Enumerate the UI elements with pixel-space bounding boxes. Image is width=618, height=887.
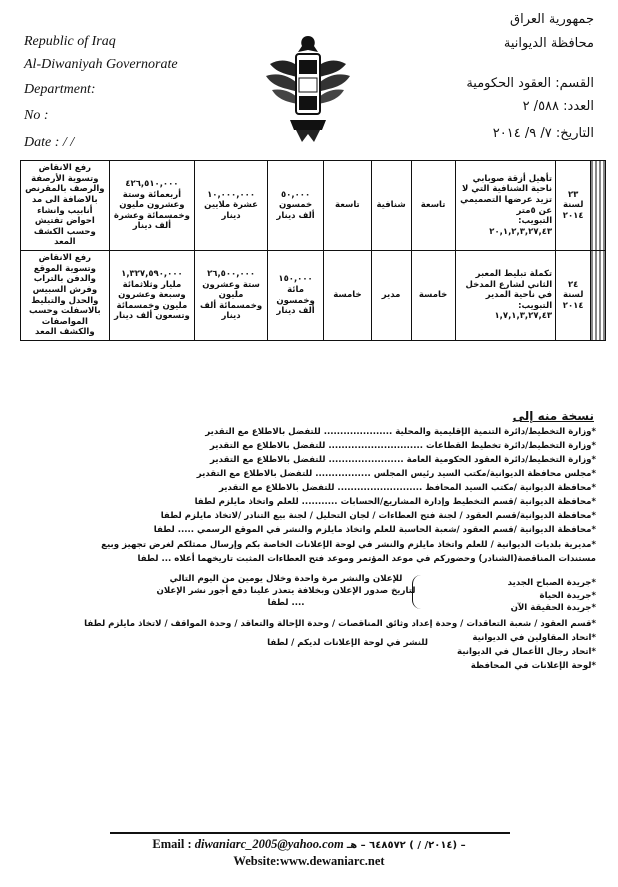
tabwib-code: ٢٠,١,٢,٣,٢٧,٤٣ <box>489 226 553 237</box>
email-label: Email : <box>152 837 192 851</box>
copy-line: *وزارة التخطيط/دائرة التنمية الإقليمية والمحلية ..................... للتفضل بالاطلاع مع التقدير <box>205 427 596 437</box>
copy-line: مستندات المناقصة(الشنادر) وحضوركم في موعد المؤتمر وموعد فتح العطاءات المثبت تاريخهما أعلاه ... لطفا <box>137 554 596 564</box>
header-governorate-ar: محافظة الديوانية <box>503 36 594 51</box>
newspapers-note: للإعلان والنشر مرة واحدة وخلال يومين من اليوم التالي لتاريخ صدور الإعلان وبخلافة يتعذر علينا دفع أجور نشر الإعلان .... لطفا <box>156 574 416 608</box>
tender-seq: ٢٣ لسنة ٢٠١٤ <box>556 161 591 251</box>
tender-grade: مدير <box>371 251 411 341</box>
header-governorate-en: Al-Diwaniyah Governorate <box>24 57 178 72</box>
project-title: تكملة تبليط المعبر الثاني لشارع المدخل في ناحية المدير <box>465 268 553 301</box>
header-country-en: Republic of Iraq <box>24 34 116 49</box>
footer-website[interactable]: Website:www.dewaniarc.net <box>233 854 385 868</box>
header-date-ar: التاريخ: ٧/ ٩/ ٢٠١٤ <box>492 126 594 141</box>
tender-days: تاسعة <box>324 161 371 251</box>
header-number-ar: العدد: ٥٨٨/ ٢ <box>522 99 594 114</box>
tabwib-label: التبويب: <box>518 216 553 227</box>
copy-line: *وزارة التخطيط/دائرة العقود الحكومية العامة ....................... للتفضل بالاطلاع مع التقدير <box>210 455 596 465</box>
tender-category: خامسة <box>411 251 455 341</box>
tender-total: ١,٣٢٧,٥٩٠,٠٠٠ مليار وثلاثمائة وسبعة وعشرون مليون وخمسمائة وتسعون ألف دينار <box>109 251 194 341</box>
unions-note: للنشر في لوحة الإعلانات لديكم / لطفا <box>267 638 428 648</box>
copy-line: *محافظة الديوانية/قسم العقود / لجنة فتح العطاءات / لجان التحليل / لجنة بيع التنادر /لاتخاذ مايلزم لطفا <box>160 511 596 521</box>
tender-amount: ٢٦,٥٠٠,٠٠٠ ستة وعشرون مليون وخمسمائة ألف دينار <box>195 251 268 341</box>
email-address[interactable]: diwaniarc_2005@yahoo.com <box>194 837 344 851</box>
tender-table <box>20 160 606 341</box>
tender-category: تاسعة <box>411 161 455 251</box>
table-row <box>21 161 606 251</box>
copy-line: *قسم العقود / شعبة التعاقدات / وحدة إعداد وثائق المناقصات / وحدة الإحالة والتعاقد / وحدة المواقف / لاتخاذ مايلزم لطفا <box>84 619 596 629</box>
header-department-ar: القسم: العقود الحكومية <box>466 76 594 91</box>
tender-project <box>455 161 555 251</box>
tender-seq: ٢٤ لسنة ٢٠١٤ <box>556 251 591 341</box>
tabwib-code: ١,٧,١,٣,٢٧,٤٣ <box>494 311 553 322</box>
tender-note: رفع الانقاض وتسوية الأرصفة والرصف بالمقرنص بالاضافة الى مد أنابيب وانشاء احواض تفتيش وحسب الكشف المعد <box>21 161 110 251</box>
tabwib-label: التبويب: <box>518 300 553 311</box>
tender-project <box>455 251 555 341</box>
copy-line: *وزارة التخطيط/دائرة تخطيط القطاعات ............................. للتفضل بالاطلاع مع التقدير <box>209 441 596 451</box>
copy-line: *محافظة الديوانية /مكتب السيد المحافظ .......................... للتفضل بالاطلاع مع التقدير <box>218 483 596 493</box>
table-row <box>21 251 606 341</box>
header-date-en: Date : / / <box>24 135 75 150</box>
row-marker <box>591 251 606 341</box>
copy-line: *مجلس محافظة الديوانية/مكتب السيد رئيس المجلس ................. للتفضل بالاطلاع مع التقدير <box>196 469 596 479</box>
copy-line: *محافظة الديوانية /قسم التخطيط وإدارة المشاريع/الحسابات ........... للعلم واتخاذ مايلزم لطفا <box>194 497 596 507</box>
tender-days: خامسة <box>324 251 371 341</box>
tender-amount: ١٠,٠٠٠,٠٠٠ عشرة ملايين دينار <box>195 161 268 251</box>
row-marker <box>591 161 606 251</box>
copy-line: *محافظة الديوانية /قسم العقود /شعبة الحاسبة للعلم واتخاذ مايلزم والنشر في الموقع الرسمي ..... لطفا <box>153 525 596 535</box>
footer-divider <box>110 832 510 834</box>
newspapers-list <box>406 577 596 615</box>
tender-total: ٤٢٦,٥١٠,٠٠٠ أربعمائة وستة وعشرون مليون وخمسمائة وعشرة ألف دينار <box>109 161 194 251</box>
copy-line: *اتحاد المقاولين في الديوانية <box>472 633 596 643</box>
copy-line: *مديرية بلديات الديوانية / للعلم واتخاذ مايلزم والنشر في لوحة الإعلانات الخاصة بكم وإرسال ممثلكم لغرض تجهيز وبيع <box>101 540 596 550</box>
header-no-en: No : <box>24 108 49 123</box>
phone-number: – (٢٠١٤/ / ) ٦٤٨٥٧٢ – هـ <box>346 840 466 851</box>
copy-line: *اتحاد رجال الأعمال في الديوانية <box>457 647 596 657</box>
copy-line: *لوحة الإعلانات في المحافظة <box>470 661 596 671</box>
tender-deposit: ٥٠,٠٠٠ خمسون ألف دينار <box>267 161 323 251</box>
newspaper-item: *جريدة الصباح الجديد <box>507 578 596 588</box>
footer-contact <box>0 837 618 852</box>
newspaper-item: *جريدة الحقيقة الآن <box>510 603 596 613</box>
newspaper-item: *جريدة الحياة <box>539 590 596 601</box>
tender-grade: شنافية <box>371 161 411 251</box>
tender-note: رفع الانقاض وتسوية الموقع والدفن بالتراب وفرش السبيس والحدل والتبليط بالاسفلت وحسب المواصفات والكشف المعد <box>21 251 110 341</box>
eagle-emblem-icon <box>262 30 354 148</box>
header-department-en: Department: <box>24 82 96 97</box>
header-country-ar: جمهورية العراق <box>510 12 594 27</box>
copies-title: نسخة منه إلى <box>512 409 594 423</box>
tender-deposit: ١٥٠,٠٠٠ مائة وخمسون ألف دينار <box>267 251 323 341</box>
project-title: تأهيل أزقة صوبابي ناحية الشنافية التي لا تزيد عرضها التصميمي عن ٥متر <box>460 173 553 216</box>
